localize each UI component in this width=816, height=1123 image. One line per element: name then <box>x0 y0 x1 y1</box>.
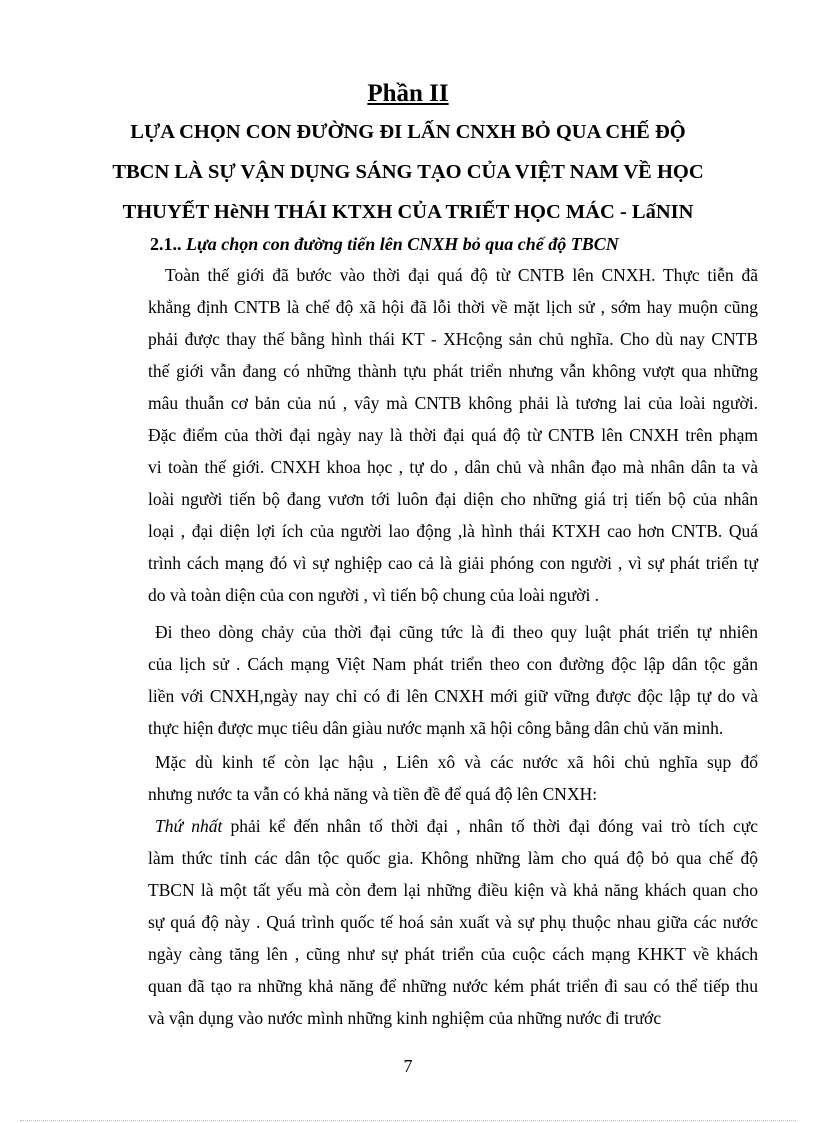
italic-lead: Thứ nhất <box>155 816 223 836</box>
paragraph-line: của lịch sử . Cách mạng Việt Nam phát triển theo con đường độc lập dân tộc gắn <box>148 654 758 674</box>
page-number: 7 <box>403 1056 413 1076</box>
paragraph-line: và vận dụng vào nước mình những kinh nghiệm của những nước đi trước <box>148 1008 662 1028</box>
paragraph-line: trình cách mạng đó vì sự nghiệp cao cả là giải phóng con người , vì sự phát triển tự <box>148 553 758 573</box>
paragraph-line: do và toàn diện của con người , vì tiến bộ chung của loài người . <box>148 585 600 605</box>
paragraph-line: Toàn thế giới đã bước vào thời đại quá độ từ CNTB lên CNXH. Thực tiễn đã <box>165 265 758 285</box>
paragraph-line: Mặc dù kinh tế còn lạc hậu , Liên xô và các nước xã hôi chủ nghĩa sụp đổ <box>155 752 758 772</box>
paragraph-line: thực hiện được mục tiêu dân giàu nước mạnh xã hội công bằng dân chủ văn minh. <box>148 718 724 738</box>
section-heading <box>150 232 619 256</box>
page-bottom-border <box>20 1120 796 1121</box>
paragraph-line-text: phải kể đến nhân tố thời đại , nhân tố thời đại đóng vai trò tích cực <box>230 816 759 836</box>
paragraph-line: Đi theo dòng chảy của thời đại cũng tức là đi theo quy luật phát triển tự nhiên <box>155 622 758 642</box>
chapter-heading-line-3: THUYẾT HèNH THÁI KTXH CỦA TRIẾT HỌC MÁC - LấNIN <box>122 201 694 223</box>
paragraph-line: ngày càng tăng lên , cũng như sự phát triển của cuộc cách mạng KHKT về khách <box>148 944 758 964</box>
part-title: Phần II <box>367 80 449 107</box>
paragraph-line: mâu thuẫn cơ bản của nú , vây mà CNTB không phải là tương lai của loài người. <box>148 393 758 413</box>
chapter-heading-line-2: TBCN LÀ SỰ VẬN DỤNG SÁNG TẠO CỦA VIỆT NAM VỀ HỌC <box>112 161 704 183</box>
paragraph-line: loài người tiến bộ đang vươn tới luôn đại diện cho những giá trị tiến bộ của nhân <box>148 489 758 509</box>
section-title: Lựa chọn con đường tiến lên CNXH bỏ qua chế độ TBCN <box>186 234 619 254</box>
section-number: 2.1.. <box>150 234 182 254</box>
paragraph-line: nhưng nước ta vẫn có khả năng và tiền đề để quá độ lên CNXH: <box>148 784 598 804</box>
paragraph-line: thế giới vẫn đang có những thành tựu phát triển nhưng vẫn không vượt qua những <box>148 361 758 381</box>
paragraph-line: phải được thay thế bằng hình thái KT - XHcộng sản chủ nghĩa. Cho dù nay CNTB <box>148 329 758 349</box>
paragraph-line: vi toàn thế giới. CNXH khoa học , tự do , dân chủ và nhân đạo mà nhân dân ta và <box>148 457 758 477</box>
paragraph-line <box>155 814 758 838</box>
paragraph-line: Đặc điểm của thời đại ngày nay là thời đại quá độ từ CNTB lên CNXH trên phạm <box>148 425 758 445</box>
chapter-heading-line-1: LỰA CHỌN CON ĐƯỜNG ĐI LẤN CNXH BỎ QUA CHẾ ĐỘ <box>130 121 686 143</box>
paragraph-line: khẳng định CNTB là chế độ xã hội đã lỗi thời về mặt lịch sử , sớm hay muộn cũng <box>148 297 758 317</box>
paragraph-line: liền với CNXH,ngày nay chỉ có đi lên CNXH mới giữ vững được độc lập tự do và <box>148 686 758 706</box>
paragraph-line: TBCN là một tất yếu mà còn đem lại những điều kiện và khả năng khách quan cho <box>148 880 758 900</box>
paragraph-line: làm thức tỉnh các dân tộc quốc gia. Không những làm cho quá độ bỏ qua chế độ <box>148 848 758 868</box>
paragraph-line: quan đã tạo ra những khả năng để những nước kém phát triển đi sau có thể tiếp thu <box>148 976 758 996</box>
paragraph-line: sự quá độ này . Quá trình quốc tế hoá sản xuất và sự phụ thuộc nhau giữa các nước <box>148 912 758 932</box>
paragraph-line: loại , đại diện lợi ích của người lao động ,là hình thái KTXH cao hơn CNTB. Quá <box>148 521 758 541</box>
